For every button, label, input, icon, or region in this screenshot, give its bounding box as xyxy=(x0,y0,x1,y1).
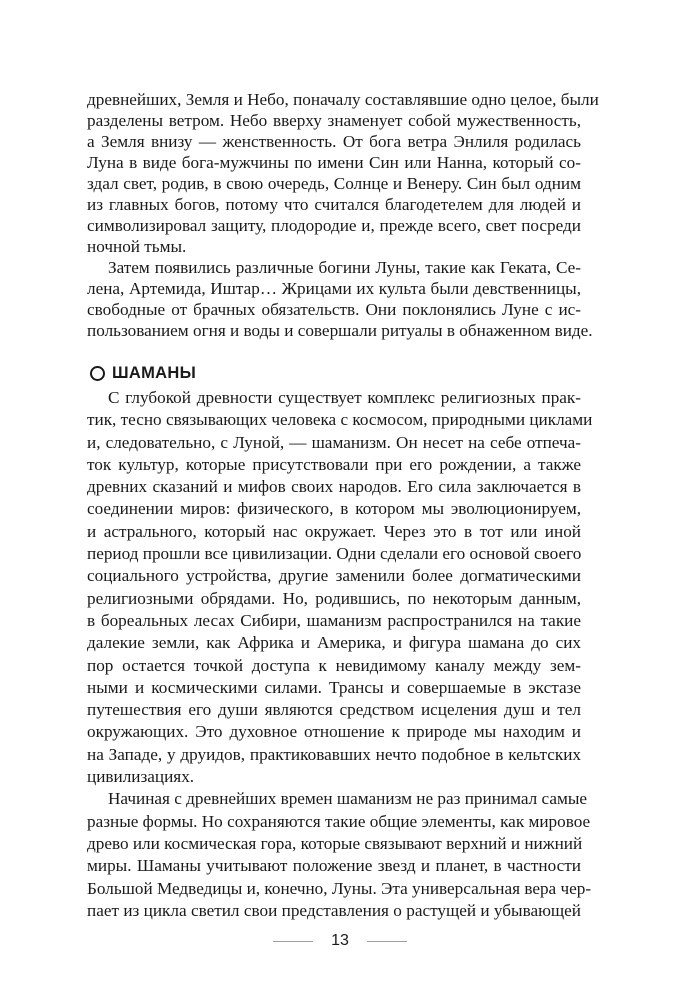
text-line: пает из цикла светил свои представления о растущей и убывающей xyxy=(87,900,581,920)
text-line: на Западе, у друидов, практиковавших нечто подобное в кельтских xyxy=(87,744,581,764)
circle-bullet-icon xyxy=(90,366,105,381)
text-line: здал свет, родив, в свою очередь, Солнце и Венеру. Син был одним xyxy=(87,174,581,193)
page-footer xyxy=(0,932,680,950)
text-line: окружающих. Это духовное отношение к природе мы находим и xyxy=(87,722,581,742)
text-line: а Земля внизу — женственность. От бога ветра Энлиля родилась xyxy=(87,132,581,151)
text-line: из главных богов, потому что считался благодетелем для людей и xyxy=(87,195,581,214)
text-line: разные формы. Но сохраняются такие общие элементы, как мировое xyxy=(87,811,591,831)
footer-rule-right xyxy=(367,941,407,942)
footer-rule-left xyxy=(273,941,313,942)
text-line: свободные от брачных обязательств. Они поклонялись Луне с ис- xyxy=(87,300,581,319)
text-line: символизировал защиту, плодородие и, прежде всего, свет посреди xyxy=(87,216,581,235)
text-line: С глубокой древности существует комплекс религиозных прак- xyxy=(108,388,581,407)
text-line: период прошли все цивилизации. Одни сделали его основой своего xyxy=(87,544,582,564)
text-section-2 xyxy=(87,387,593,922)
text-line: лена, Артемида, Иштар… Жрицами их культа были девственницы, xyxy=(87,279,581,298)
text-line: цивилизациях. xyxy=(87,767,195,787)
text-line: и астрального, который нас окружает. Через это в тот или иной xyxy=(87,521,581,541)
text-line: пор остается точкой доступа к невидимому каналу между зем- xyxy=(87,655,581,675)
text-section-1 xyxy=(87,89,599,341)
text-line: в бореальных лесах Сибири, шаманизм распространился на такие xyxy=(87,610,581,630)
section-heading xyxy=(90,364,196,383)
text-line: ток культур, которые присутствовали при его рождении, а также xyxy=(87,454,581,474)
text-line: Луна в виде бога-мужчины по имени Син или Нанна, который со- xyxy=(87,153,581,172)
text-line: религиозными обрядами. Но, родившись, по некоторым данным, xyxy=(87,588,581,608)
text-line: социального устройства, другие заменили более догматическими xyxy=(87,566,581,586)
text-line: путешествия его души являются средством исцеления душ и тел xyxy=(87,700,581,720)
text-line: Начиная с древнейших времен шаманизм не раз принимал самые xyxy=(108,789,588,809)
text-line: соединении миров: физического, в котором мы эволюционируем, xyxy=(87,499,581,519)
text-line: древо или космическая гора, которые связывают верхний и нижний xyxy=(87,833,583,853)
text-line: Большой Медведицы и, конечно, Луны. Эта универсальная вера чер- xyxy=(87,878,592,898)
text-line: пользованием огня и воды и совершали ритуалы в обнаженном виде. xyxy=(87,321,593,340)
text-line: тик, тесно связывающих человека с космосом, природными циклами xyxy=(87,410,593,430)
text-line: разделены ветром. Небо вверху знаменует собой мужественность, xyxy=(87,111,581,130)
text-line: Затем появились различные богини Луны, такие как Геката, Се- xyxy=(108,258,581,277)
page-number: 13 xyxy=(331,932,349,949)
heading-text: ШАМАНЫ xyxy=(112,364,197,382)
text-line: древних сказаний и мифов своих народов. Его сила заключается в xyxy=(87,477,581,497)
text-line: ными и космическими силами. Трансы и совершаемые в экстазе xyxy=(87,677,581,697)
text-line: ночной тьмы. xyxy=(87,237,187,256)
text-line: далекие земли, как Африка и Америка, и фигура шамана до сих xyxy=(87,633,581,653)
text-line: и, следовательно, с Луной, — шаманизм. Он несет на себе отпеча- xyxy=(87,432,581,452)
text-line: миры. Шаманы учитывают положение звезд и планет, в частности xyxy=(87,856,581,876)
text-line: древнейших, Земля и Небо, поначалу составлявшие одно целое, были xyxy=(87,90,599,109)
